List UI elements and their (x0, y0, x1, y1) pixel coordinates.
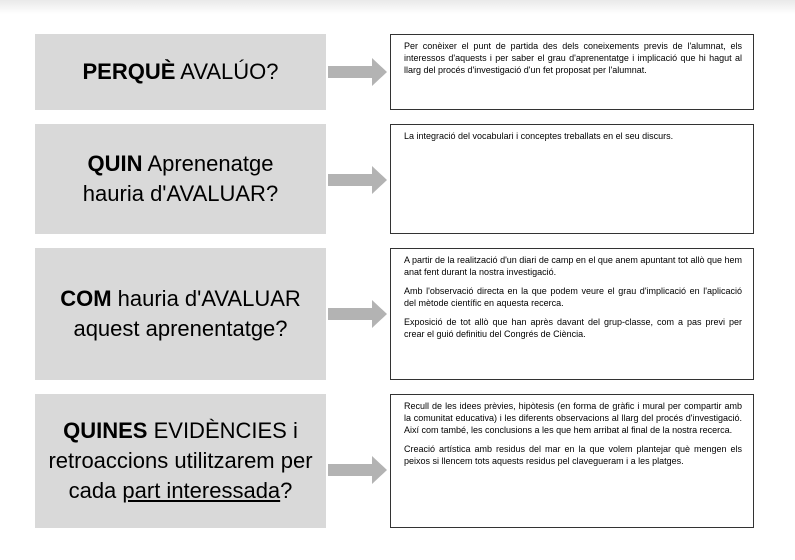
answer-text: Per conèixer el punt de partida des dels coneixements previs de l'alumnat, els interessos d'aquests i per saber el grau d'aprenentatge i implicació que hi hagut al llarg del procés d'investigació d'un fet proposat per l'alumnat. (404, 41, 742, 75)
question-box-quin (35, 124, 326, 234)
arrow-right-icon (328, 455, 388, 485)
answer-text: A partir de la realització d'un diari de camp en el que anem apuntant tot allò que hem anat fent durant la nostra investigació. (404, 255, 742, 277)
top-shadow-bar (0, 0, 795, 14)
answer-text: Amb l'observació directa en la que podem veure el grau d'implicació en l'aplicació del mètode científic en aquesta recerca. (404, 286, 742, 308)
question-box-com (35, 248, 326, 380)
question-text: AVALÚO? (175, 59, 279, 84)
question-box-perque (35, 34, 326, 110)
question-keyword: QUINES (63, 418, 148, 443)
answer-text: Creació artística amb residus del mar en la que volem plantejar què mengen els peixos si llencem tots aquests residus pel clavegueram i a les platges. (404, 444, 742, 466)
answer-text: Recull de les idees prèvies, hipòtesis (en forma de gràfic i mural per compartir amb la comunitat educativa) i les diferents observacions al llarg del procés d'investigació. Així com també, les conclusions a les que hem arribat al final de la nostra recerca. (404, 401, 742, 435)
answer-text: La integració del vocabulari i conceptes treballats en el seu discurs. (404, 131, 674, 141)
answer-box-com (390, 248, 754, 380)
arrow-right-icon (328, 299, 388, 329)
question-text: EVIDÈNCIES i retroaccions utilitzarem per cada (48, 418, 313, 503)
question-underlined-text: part interessada (122, 478, 281, 503)
question-end: ? (280, 478, 293, 503)
answer-text: Exposició de tot allò que han après davant del grup-classe, com a pas previ per crear el guió definitiu del Congrés de Ciència. (404, 317, 742, 339)
answer-box-quin (390, 124, 754, 234)
question-text: hauria d'AVALUAR aquest aprenentatge? (73, 286, 301, 341)
arrow-right-icon (328, 57, 388, 87)
arrow-right-icon (328, 165, 388, 195)
question-keyword: PERQUÈ (82, 59, 176, 84)
answer-box-perque (390, 34, 754, 110)
question-keyword: COM (60, 286, 112, 311)
question-box-quines (35, 394, 326, 528)
question-keyword: QUIN (87, 151, 143, 176)
answer-box-quines (390, 394, 754, 528)
question-text: Aprenenatge hauria d'AVALUAR? (82, 151, 279, 206)
